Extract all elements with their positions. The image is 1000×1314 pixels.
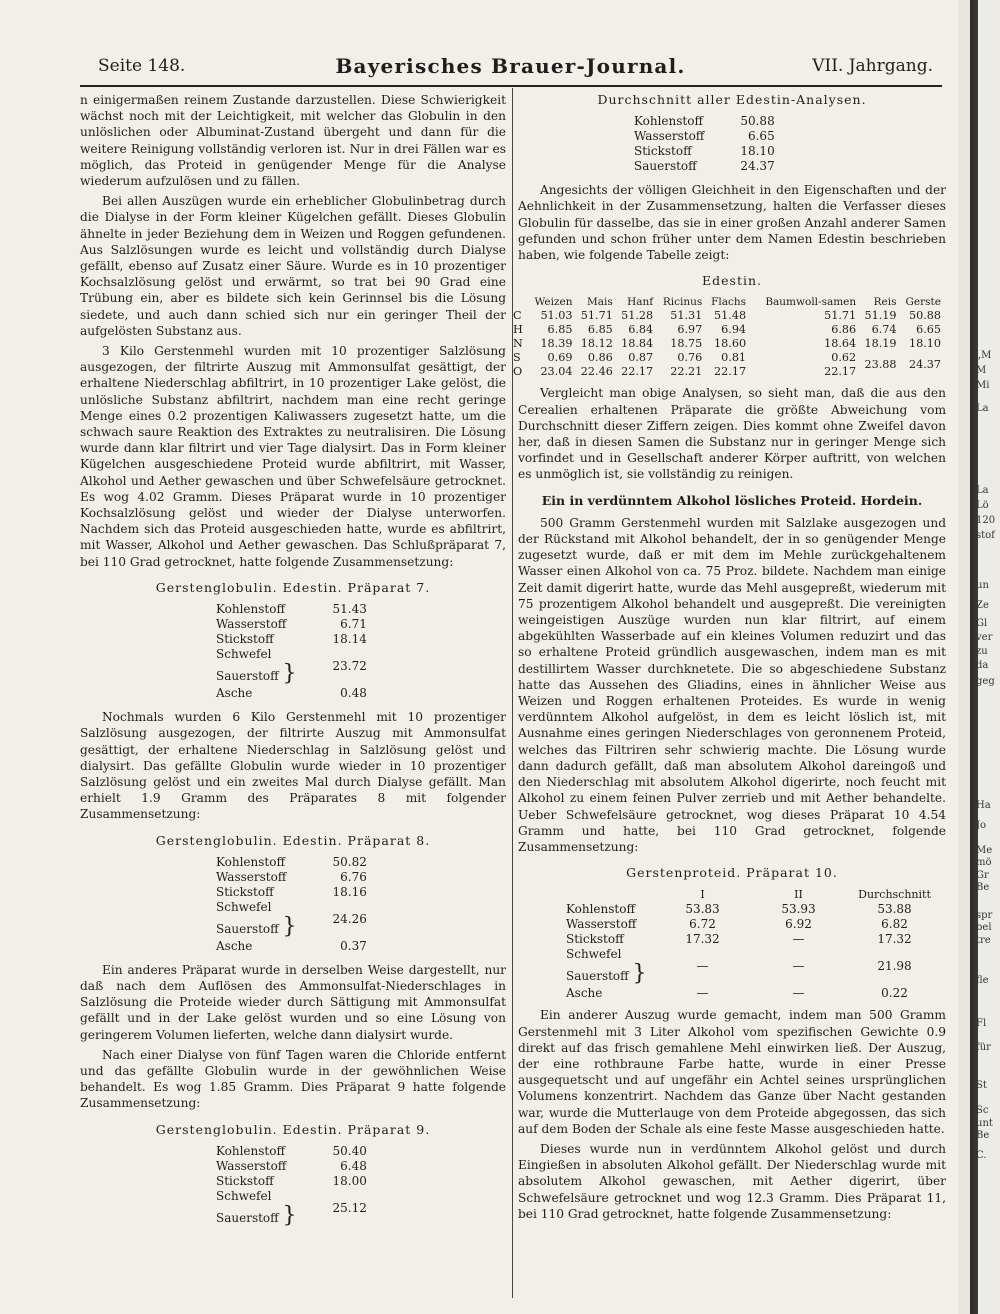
adjacent-page-fragment: Mi <box>976 380 990 391</box>
table-row <box>512 351 942 365</box>
column-divider <box>512 88 513 1298</box>
element-symbol: C <box>513 309 522 323</box>
value: 6.48 <box>340 1158 367 1173</box>
column-header: Mais <box>587 296 613 309</box>
value: 6.71 <box>340 617 367 632</box>
element-label: Kohlenstoff <box>216 602 285 617</box>
cell: 53.93 <box>781 902 816 917</box>
value: 51.43 <box>332 602 367 617</box>
cell: 23.04 <box>540 365 573 379</box>
value: 0.48 <box>340 686 367 701</box>
table-row <box>210 632 373 647</box>
cell: — <box>792 959 805 974</box>
brace: } <box>282 1202 297 1228</box>
cell: 6.82 <box>881 917 908 932</box>
value: 0.37 <box>340 938 367 953</box>
table-row <box>628 114 781 129</box>
cell: 18.19 <box>864 337 897 351</box>
cell: 51.71 <box>824 309 857 323</box>
cell: 53.88 <box>877 902 912 917</box>
adjacent-page-fragment: Gl <box>976 618 988 629</box>
right-column <box>513 92 946 1226</box>
column-header: Hanf <box>627 296 654 309</box>
average-edestin-table <box>628 114 781 174</box>
adjacent-page-fragment: La <box>976 403 989 414</box>
adjacent-page-fragment: M <box>976 365 987 376</box>
adjacent-page-fragment: St <box>976 1080 987 1091</box>
cell: 6.74 <box>871 323 897 337</box>
cell: 22.46 <box>580 365 613 379</box>
adjacent-page-fragment: spr <box>976 910 993 921</box>
table-row <box>210 939 373 954</box>
element-symbol: S <box>513 351 521 365</box>
cell: 6.86 <box>831 323 857 337</box>
table-row <box>558 986 943 1001</box>
column-header: Ricinus <box>662 296 703 309</box>
table-header-row <box>558 887 943 902</box>
element-label: Wasserstoff <box>216 617 287 632</box>
cell: 0.69 <box>547 351 573 365</box>
element-label: Schwefel Sauerstoff } <box>216 1188 297 1228</box>
paragraph: Nochmals wurden 6 Kilo Gerstenmehl mit 10 prozentiger Salzlösung ausgezogen, der filtrirte Auszug mit Ammonsulfat gesättigt, der erhaltene Niederschlag in Salzlösung gelöst und dialysirt. Das gefällte Globulin wurde wieder in 10 prozentiger Salzlösung gelöst und ein zweites Mal durch Dialyse gefällt. Man erhielt 1.9 Gramm des Präparates 8 mit folgender Zusammensetzung: <box>80 710 506 822</box>
cell: — <box>696 959 709 974</box>
value: 50.88 <box>740 114 775 129</box>
paragraph: Ein anderes Präparat wurde in derselben Weise dargestellt, nur daß nach dem Auflösen des Ammonsulfat-Niederschlages in Salzlösung die Proteide wieder durch Sättigung mit Ammonsulfat gefällt und in der Lake gelöst wurden und so eine Lösung von geringerem Volumen lieferten, welche dann dialysirt wurde. <box>80 962 506 1042</box>
element-label: Asche <box>566 986 603 1001</box>
table-row <box>210 1159 373 1174</box>
value: 18.14 <box>332 632 367 647</box>
value: 24.26 <box>332 911 367 926</box>
element-label: Kohlenstoff <box>216 1143 285 1158</box>
cell: 18.84 <box>621 337 654 351</box>
section-heading: Ein in verdünntem Alkohol lösliches Proteid. Hordein. <box>541 492 923 508</box>
table-row <box>512 323 942 337</box>
brace: } <box>632 961 647 987</box>
column-header: I <box>700 888 705 902</box>
element-label: Wasserstoff <box>634 129 705 144</box>
cell: 0.87 <box>628 351 654 365</box>
column-header: Durchschnitt <box>858 888 931 902</box>
cell: 6.84 <box>628 323 654 337</box>
brace: } <box>282 913 297 939</box>
element-label: Kohlenstoff <box>566 902 635 917</box>
table-row <box>210 1189 373 1228</box>
cell: 22.17 <box>621 365 654 379</box>
cell: 18.75 <box>670 337 703 351</box>
value: 50.82 <box>332 854 367 869</box>
adjacent-page-fragment: Ze <box>976 600 989 611</box>
element-label: Asche <box>216 938 253 953</box>
cell: 22.21 <box>670 365 703 379</box>
element-label: Wasserstoff <box>566 917 637 932</box>
table-title: Durchschnitt aller Edestin-Analysen. <box>597 92 867 107</box>
table-row <box>628 129 781 144</box>
table-title: Gerstenglobulin. Edestin. Präparat 7. <box>155 579 431 595</box>
table-row <box>210 885 373 900</box>
table-row <box>558 917 943 932</box>
composition-table-7 <box>210 602 373 701</box>
adjacent-page-fragment: 120 <box>976 515 996 526</box>
cell: 0.62 <box>831 351 857 365</box>
paragraph: Angesichts der völligen Gleichheit in den Eigenschaften und der Aehnlichkeit in der Zusammensetzung, halten die Verfasser dieses Globulin für dasselbe, das sie in einer großen Anzahl anderer Samen gefunden und schon früher unter dem Namen Edestin beschrieben haben, wie folgende Tabelle zeigt: <box>518 183 946 263</box>
table-row <box>512 337 942 351</box>
element-label: Sauerstoff <box>634 159 697 174</box>
element-label: Stickstoff <box>634 144 692 159</box>
value: 18.10 <box>740 144 775 159</box>
cell: 6.85 <box>547 323 573 337</box>
table-title: Gerstenglobulin. Edestin. Präparat 8. <box>155 832 431 848</box>
paragraph: Nach einer Dialyse von fünf Tagen waren die Chloride entfernt und das gefällte Globulin wurde in der gewöhnlichen Weise behandelt. Es wog 1.85 Gramm. Dies Präparat 9 hatte folgende Zusammensetzung: <box>80 1047 506 1111</box>
column-header: Weizen <box>534 296 573 309</box>
element-label: Kohlenstoff <box>216 854 285 869</box>
adjacent-page-fragment: stof <box>976 530 995 541</box>
table-row <box>210 900 373 939</box>
column-header: II <box>794 888 803 902</box>
adjacent-page-fragment: geg <box>976 676 995 687</box>
cell: 17.32 <box>685 932 720 947</box>
cell: 0.76 <box>677 351 703 365</box>
journal-title: Bayerisches Brauer-Journal. <box>335 54 686 78</box>
element-label: Schwefel Sauerstoff } <box>216 899 297 939</box>
left-column <box>80 92 506 1236</box>
cell: 18.12 <box>580 337 613 351</box>
cell: 0.22 <box>881 986 908 1001</box>
cell: 51.19 <box>864 309 897 323</box>
cell: 18.64 <box>824 337 857 351</box>
element-symbol: O <box>513 365 523 379</box>
table-title: Edestin. <box>702 273 762 289</box>
adjacent-page-fragment: tre <box>976 935 991 946</box>
paragraph: Bei allen Auszügen wurde ein erheblicher Globulinbetrag durch die Dialyse in der Form kleiner Kügelchen gefällt. Dieses Globulin ähnelte in jeder Beziehung dem in Weizen und Roggen gefundenen. Aus Salzlösungen wurde es leicht und vollständig durch Dialyse gefällt, ebenso auf Zusatz einer Säure. Wurde es in 10 prozentiger Kochsalzlösung gelöst und erwärmt, so trat bei 90 Grad eine Trübung ein, aber es bildete sich kein Gerinnsel bis die Lösung siedete, und auch dann schied sich nur ein geringer Theil der aufgelösten Substanz aus. <box>80 194 506 338</box>
table-row <box>210 1174 373 1189</box>
adjacent-page-fragment: Be <box>976 882 990 893</box>
adjacent-page-fragment: C. <box>976 1150 987 1161</box>
adjacent-page-fragment: Sc <box>976 1105 989 1116</box>
adjacent-page-fragment: ver <box>976 632 993 643</box>
element-symbol: N <box>513 337 523 351</box>
adjacent-page-fragment: Ha <box>976 800 991 811</box>
element-label: Wasserstoff <box>216 1158 287 1173</box>
cell: 6.65 <box>916 323 941 337</box>
element-label: Wasserstoff <box>216 869 287 884</box>
adjacent-page-fragment: für <box>976 1042 991 1053</box>
composition-table-8 <box>210 855 373 954</box>
cell: 6.92 <box>785 917 812 932</box>
table-row <box>210 686 373 701</box>
cell: 17.32 <box>877 932 912 947</box>
table-row <box>558 932 943 947</box>
cell: 51.71 <box>580 309 613 323</box>
table-row <box>210 617 373 632</box>
adjacent-page-fragment: Fl <box>976 1018 987 1029</box>
element-label: Kohlenstoff <box>634 114 703 129</box>
value: 25.12 <box>332 1200 367 1215</box>
adjacent-page-fragment: Gr <box>976 870 989 881</box>
cell: 6.85 <box>587 323 613 337</box>
cell: — <box>792 932 805 947</box>
column-header: Flachs <box>711 296 747 309</box>
value: 23.72 <box>332 659 367 674</box>
adjacent-page-fragment: La <box>976 485 989 496</box>
element-symbol: H <box>513 323 523 337</box>
cell: 22.17 <box>714 365 747 379</box>
cell: 6.97 <box>677 323 703 337</box>
table-title: Gerstenglobulin. Edestin. Präparat 9. <box>155 1121 431 1137</box>
adjacent-page-fragment: unt <box>976 1118 993 1129</box>
table-header-row <box>512 295 942 309</box>
edestin-comparison-table <box>512 295 942 379</box>
column-header: Baumwoll-samen <box>765 296 857 309</box>
paragraph: Vergleicht man obige Analysen, so sieht man, daß die aus den Cerealien erhaltenen Präparate die größte Abweichung vom Durchschnitt dieser Ziffern zeigen. Dies kommt ohne Zweifel davon her, daß in diesen Samen die Substanz nur in geringer Menge sich vorfindet und in Gesellschaft anderer Körper auftritt, von welchen es unmöglich ist, sie vollständig zu reinigen. <box>518 386 946 482</box>
cell: — <box>792 986 805 1001</box>
element-label: Stickstoff <box>566 932 624 947</box>
cell: 18.10 <box>908 337 941 351</box>
value: 18.00 <box>332 1173 367 1188</box>
header-rule <box>80 85 942 87</box>
table-row <box>210 1144 373 1159</box>
adjacent-page-fragment: fle <box>976 975 989 986</box>
paragraph: Ein anderer Auszug wurde gemacht, indem man 500 Gramm Gerstenmehl mit 3 Liter Alkohol vom spezifischen Gewichte 0.9 direkt auf das frisch gemahlene Mehl einwirken ließ. Der Auszug, der eine rothbraune Farbe hatte, wurde in einer Presse ausgequetscht und auf ungefähr ein Achtel seines ursprünglichen Volumens konzentrirt. Nachdem das Ganze über Nacht gestanden war, wurde die Mutterlauge von dem Proteide abgegossen, das sich auf dem Boden der Schale als eine feste Masse ausgeschieden hatte. <box>518 1008 946 1136</box>
adjacent-page-fragment: Be <box>976 1130 990 1141</box>
table-row <box>210 870 373 885</box>
adjacent-page-fragment: zu <box>976 646 988 657</box>
adjacent-page-fragment: „M <box>976 350 992 361</box>
volume-label: VII. Jahrgang. <box>812 56 933 76</box>
table-row <box>558 902 943 917</box>
page-header <box>88 50 933 80</box>
cell: 22.17 <box>824 365 857 379</box>
value: 18.16 <box>332 884 367 899</box>
cell: 24.37 <box>908 358 941 372</box>
cell: 51.31 <box>670 309 703 323</box>
table-row <box>512 309 942 323</box>
element-label: Stickstoff <box>216 632 274 647</box>
element-label: Stickstoff <box>216 1173 274 1188</box>
adjacent-page-fragment: Lö <box>976 500 989 511</box>
cell: 51.48 <box>714 309 747 323</box>
table-row <box>628 144 781 159</box>
paragraph: Dieses wurde nun in verdünntem Alkohol gelöst und durch Eingießen in absoluten Alkohol gefällt. Der Niederschlag wurde mit absolutem Alkohol gewaschen, mit Aether digerirt, über Schwefelsäure getrocknet und wog 12.3 Gramm. Dies Präparat 11, bei 110 Grad getrocknet, hatte folgende Zusammensetzung: <box>518 1141 946 1221</box>
cell: 6.94 <box>721 323 747 337</box>
adjacent-page-fragment: mö <box>976 857 992 868</box>
brace: } <box>282 661 297 687</box>
adjacent-page-edge <box>958 0 1000 1314</box>
element-label: Schwefel Sauerstoff } <box>216 647 297 687</box>
cell: 53.83 <box>685 902 720 917</box>
paragraph: n einigermaßen reinem Zustande darzustellen. Diese Schwierigkeit wächst noch mit der Leichtigkeit, mit welcher das Globulin in den unlöslichen oder Albuminat-Zustand übergeht und dann für die weitere Reinigung vollständig verloren ist. Nur in drei Fällen war es möglich, das Proteid in genügender Menge für die Analyse wiederum aufzulösen und zu fällen. <box>80 93 506 189</box>
value: 6.65 <box>747 129 775 144</box>
adjacent-page-fragment: Jo <box>976 820 987 831</box>
adjacent-page-fragment: un <box>976 580 989 591</box>
table-row <box>210 602 373 617</box>
cell: 21.98 <box>877 959 912 974</box>
table-title: Gerstenproteid. Präparat 10. <box>626 865 838 881</box>
cell: 51.28 <box>621 309 654 323</box>
cell: 18.60 <box>714 337 747 351</box>
cell: 0.81 <box>721 351 747 365</box>
cell: 6.72 <box>689 917 716 932</box>
adjacent-page-fragment: Me <box>976 845 993 856</box>
element-label: Asche <box>216 686 253 701</box>
table-row <box>628 159 781 174</box>
cell: 18.39 <box>540 337 573 351</box>
table-row <box>210 647 373 686</box>
composition-table-10 <box>558 887 943 1001</box>
element-label: Schwefel Sauerstoff } <box>566 947 647 987</box>
adjacent-page-fragment: bel <box>976 922 992 933</box>
value: 50.40 <box>332 1143 367 1158</box>
cell: 0.86 <box>587 351 613 365</box>
column-header: Reis <box>873 296 897 309</box>
cell: 23.88 <box>864 358 897 372</box>
table-row <box>558 947 943 986</box>
value: 6.76 <box>340 869 367 884</box>
adjacent-page-fragment: da <box>976 660 989 671</box>
page-number: Seite 148. <box>98 56 186 76</box>
table-row <box>210 855 373 870</box>
column-header: Gerste <box>905 296 941 309</box>
element-label: Stickstoff <box>216 884 274 899</box>
paragraph: 500 Gramm Gerstenmehl wurden mit Salzlake ausgezogen und der Rückstand mit Alkohol behandelt, der in so genügender Menge zugesetzt wurde, daß er mit dem im Mehle zurückgehaltenem Wasser einen Alkohol von ca. 75 Proz. bildete. Nachdem man einige Zeit damit digerirt hatte, wurde das Mehl ausgepreßt, wiederum mit 75 prozentigem Alkohol behandelt und ausgepreßt. Die vereinigten weingeistigen Auszüge wurden nun klar filtrirt, auf einem abgekühlten Wasserbade auf ein kleines Volumen reduzirt und das so erhaltene Proteid gründlich ausgewaschen, indem man es mit destillirtem Wasser durchknetete. Die so abgeschiedene Substanz hatte das Aussehen des Gliadins, eines in ähnlicher Weise aus Weizen und Roggen erhaltenen Proteides. Es wurde in wenig verdünntem Alkohol aufgelöst, in dem es leicht löslich ist, mit Ausnahme eines geringen Niederschlages von geronnenem Proteid, welches das Filtriren sehr schwierig machte. Die Lösung wurde dann dadurch gefällt, daß man absolutem Alkohol dareingoß und den Niederschlag mit absolutem Alkohol digerirte, noch feucht mit Alkohol zu einem feinen Pulver zerrieb und mit Aether behandelte. Ueber Schwefelsäure getrocknet, wog dieses Präparat 10 4.54 Gramm und hatte, bei 110 Grad getrocknet, folgende Zusammensetzung: <box>518 515 946 854</box>
paragraph: 3 Kilo Gerstenmehl wurden mit 10 prozentiger Salzlösung ausgezogen, der filtrirte Auszug mit Ammonsulfat gesättigt, der erhaltene Niederschlag abfiltrirt, in 10 prozentiger Lake gelöst, die unlösliche Substanz abfiltrirt, nachdem man eine recht geringe Menge eines 0.2 prozentigen Kaliwassers zugesetzt hatte, um die schwach saure Reaktion des Extraktes zu neutralisiren. Die Lösung wurde dann klar filtrirt und vier Tage dialysirt. Das in Form kleiner Kügelchen ausgeschiedene Proteid wurde abfiltrirt, mit Wasser, Alkohol und Aether gewaschen und über Schwefelsäure getrocknet. Es wog 4.02 Gramm. Dieses Präparat wurde in 10 prozentiger Kochsalzlösung gelöst und wieder der Dialyse unterworfen. Nachdem sich das Proteid ausgeschieden hatte, wurde es abfiltrirt, mit Wasser, Alkohol und Aether gewaschen. Das Schlußpräparat 7, bei 110 Grad getrocknet, hatte folgende Zusammensetzung: <box>80 344 506 569</box>
cell: — <box>696 986 709 1001</box>
cell: 51.03 <box>540 309 573 323</box>
cell: 50.88 <box>908 309 941 323</box>
value: 24.37 <box>740 159 775 174</box>
composition-table-9 <box>210 1144 373 1228</box>
